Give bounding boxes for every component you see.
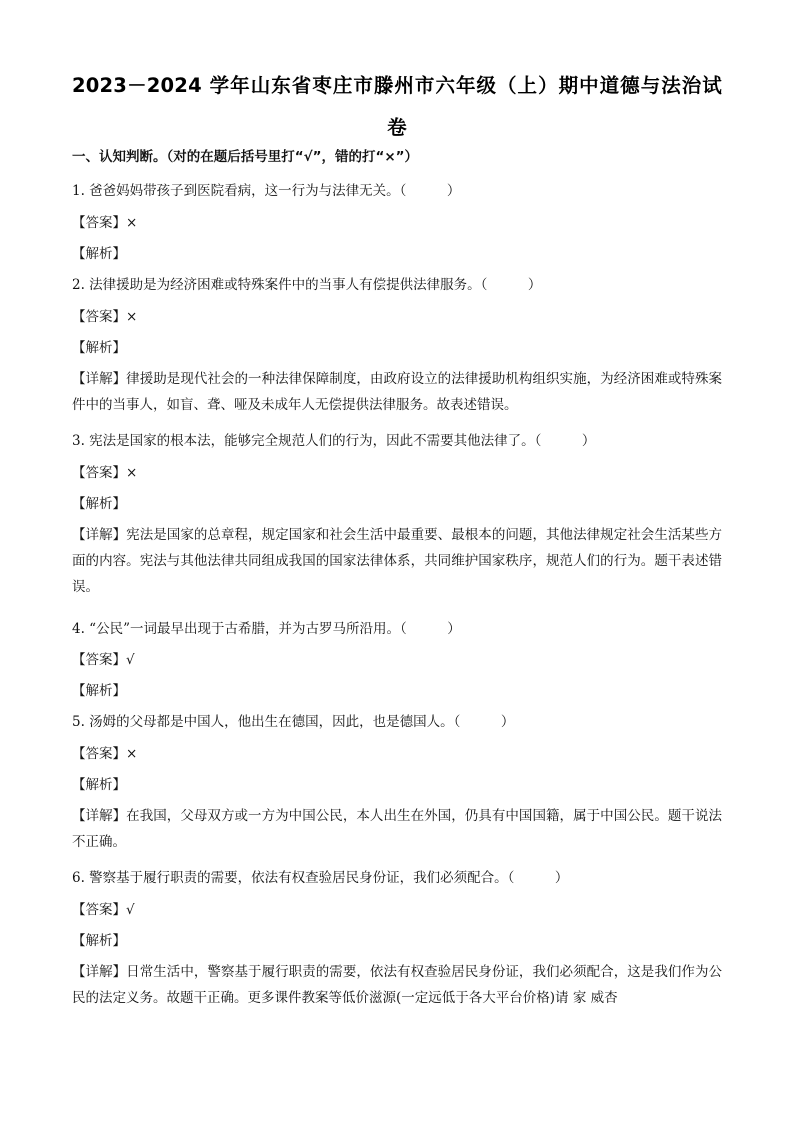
question-2-text: 2. 法律援助是为经济困难或特殊案件中的当事人有偿提供法律服务。（ ） (72, 277, 542, 293)
section-heading: 一、认知判断。（对的在题后括号里打“√”，错的打“×”） (72, 149, 419, 165)
question-1-answer: 【答案】× (72, 215, 138, 231)
question-4-analysis: 【解析】 (72, 683, 126, 699)
question-2-detail: 【详解】律援助是现代社会的一种法律保障制度，由政府设立的法律援助机构组织实施，为经济困难或特殊案件中的当事人，如盲、聋、哑及未成年人无偿提供法律服务。故表述错误。 (72, 371, 722, 413)
question-6-answer: 【答案】√ (72, 902, 135, 918)
question-3-answer: 【答案】× (72, 465, 138, 481)
question-3-analysis: 【解析】 (72, 496, 126, 512)
question-3-detail: 【详解】宪法是国家的总章程，规定国家和社会生活中最重要、最根本的问题，其他法律规定社会生活某些方面的内容。宪法与其他法律共同组成我国的国家法律体系，共同维护国家秩序，规范人们的行为。题干表述错误。 (72, 527, 722, 595)
question-5-answer: 【答案】× (72, 746, 138, 762)
question-6-detail: 【详解】日常生活中，警察基于履行职责的需要，依法有权查验居民身份证，我们必须配合，这是我们作为公民的法定义务。故题干正确。更多课件教案等低价滋源(一定远低于各大平台价格)请 家 威杏 (72, 964, 722, 1006)
question-4-answer: 【答案】√ (72, 652, 135, 668)
question-2-analysis: 【解析】 (72, 340, 126, 356)
question-5-analysis: 【解析】 (72, 777, 126, 793)
question-4-text: 4. “公民”一词最早出现于古希腊，并为古罗马所沿用。（ ） (72, 621, 461, 637)
document-title-line-2: 卷 (387, 116, 407, 139)
question-5-text: 5. 汤姆的父母都是中国人，他出生在德国，因此，也是德国人。（ ） (72, 714, 515, 730)
question-5-detail: 【详解】在我国，父母双方或一方为中国公民，本人出生在外国，仍具有中国国籍，属于中国公民。题干说法不正确。 (72, 808, 722, 850)
question-2-answer: 【答案】× (72, 309, 138, 325)
question-3-text: 3. 宪法是国家的根本法，能够完全规范人们的行为，因此不需要其他法律了。（ ） (72, 433, 596, 449)
question-1-text: 1. 爸爸妈妈带孩子到医院看病，这一行为与法律无关。（ ） (72, 183, 461, 199)
question-6-analysis: 【解析】 (72, 933, 126, 949)
document-title-line-1: 2023－2024 学年山东省枣庄市滕州市六年级（上）期中道德与法治试 (72, 74, 722, 97)
question-6-text: 6. 警察基于履行职责的需要，依法有权查验居民身份证，我们必须配合。（ ） (72, 870, 569, 886)
question-1-analysis: 【解析】 (72, 246, 126, 262)
